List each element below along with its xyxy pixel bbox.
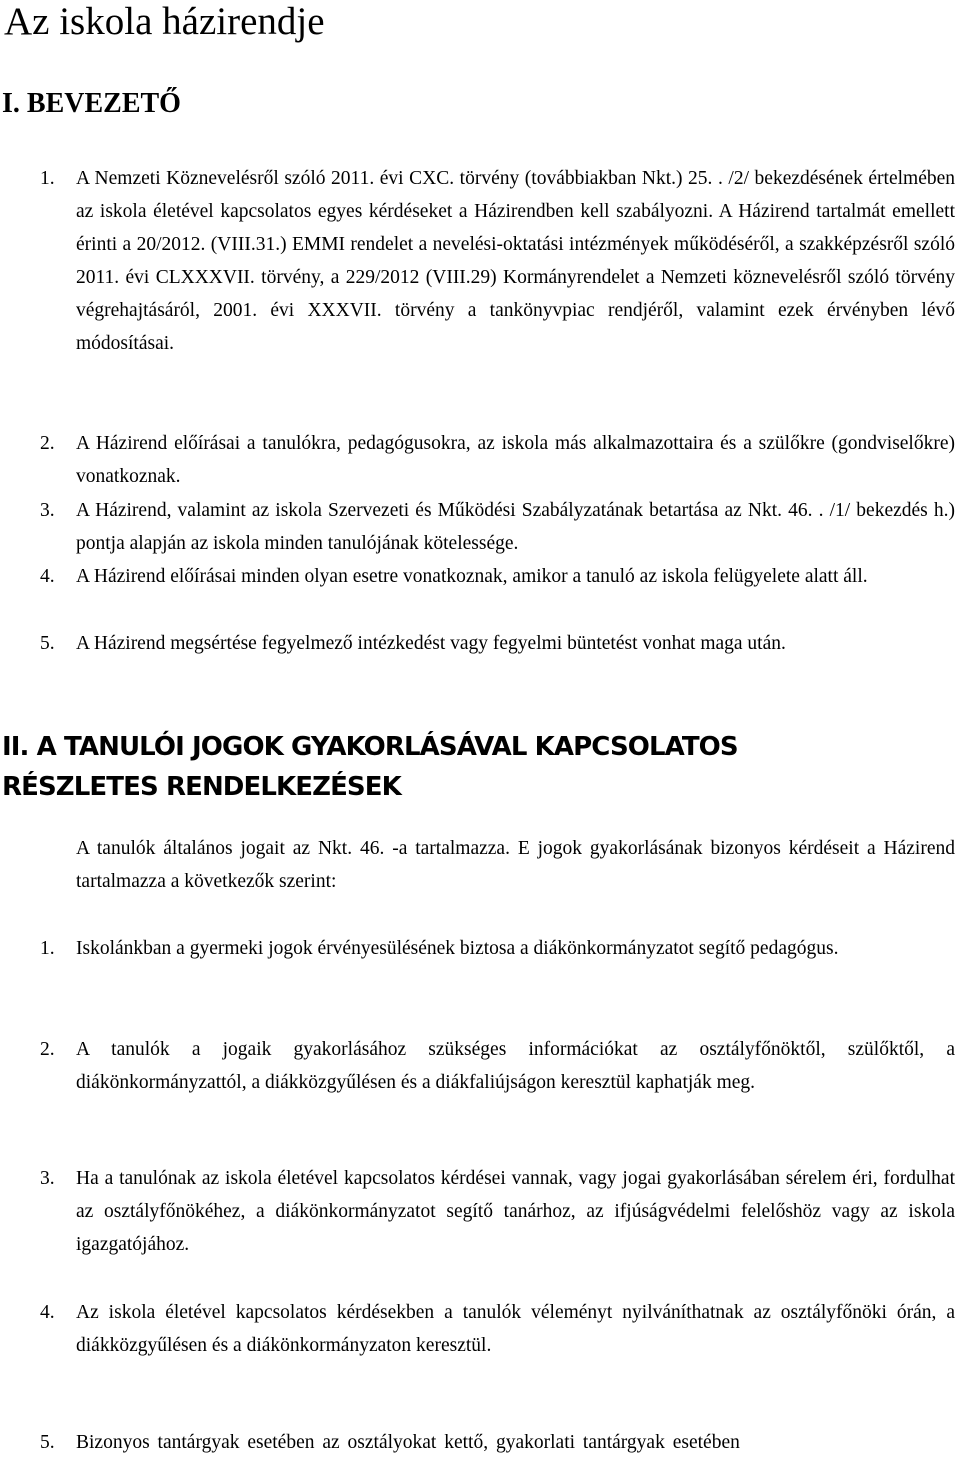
list-item-text: Ha a tanulónak az iskola életével kapcsolatos kérdései vannak, vagy jogai gyakorlásában sérelem éri, fordulhat az osztályfőnökéhez, a diákönkormányzatot segítő tanárhoz, az ifjúságvédelmi felelőshöz vagy az iskola igazgatójához. xyxy=(76,1168,955,1255)
list-item-text: A Házirend előírásai minden olyan esetre vonatkoznak, amikor a tanuló az iskola felügyelete alatt áll. xyxy=(76,566,868,587)
list-item xyxy=(40,627,955,660)
list-item-number: 5. xyxy=(40,1432,55,1453)
list-item-number: 4. xyxy=(40,1302,55,1323)
list-item-number: 3. xyxy=(40,1168,55,1189)
document-title: Az iskola házirendje xyxy=(4,0,325,43)
list-item xyxy=(40,1296,955,1362)
list-item-number: 3. xyxy=(40,500,55,521)
list-item xyxy=(40,494,955,560)
list-item xyxy=(40,162,955,360)
list-item-text: A Házirend megsértése fegyelmező intézkedést vagy fegyelmi büntetést vonhat maga után. xyxy=(76,633,786,654)
list-item xyxy=(40,1033,955,1099)
list-item xyxy=(40,560,955,593)
list-item-number: 4. xyxy=(40,566,55,587)
list-item xyxy=(40,1426,955,1458)
list-item-text: A Házirend előírásai a tanulókra, pedagógusokra, az iskola más alkalmazottaira és a szülőkre (gondviselőkre) vonatkoznak. xyxy=(76,433,955,487)
list-item-number: 1. xyxy=(40,938,55,959)
list-item-number: 2. xyxy=(40,1039,55,1060)
list-item xyxy=(40,1162,955,1261)
list-item-text: Bizonyos tantárgyak esetében az osztályokat kettő, gyakorlati tantárgyak esetében xyxy=(76,1432,740,1453)
list-item-text: A Nemzeti Köznevelésről szóló 2011. évi CXC. törvény (továbbiakban Nkt.) 25. . /2/ bekezdésének értelmében az iskola életével kapcsolatos egyes kérdéseket a Házirendben kell szabályozni. A Házirend tartalmát emellett érinti a 20/2012. (VIII.31.) EMMI rendelet a nevelési-oktatási intézmények működéséről, a szakképzésről szóló 2011. évi CLXXXVII. törvény, a 229/2012 (VIII.29) Kormányrendelet a Nemzeti köznevelésről szóló törvény végrehajtásáról, 2001. évi XXXVII. törvény a tankönyvpiac rendjéről, valamint ezek érvényben lévő módosításai. xyxy=(76,168,955,354)
list-item-number: 5. xyxy=(40,633,55,654)
section-heading-bevezeto: I. BEVEZETŐ xyxy=(2,88,181,119)
list-item xyxy=(40,932,955,965)
list-item-text: A tanulók a jogaik gyakorlásához szükséges információkat az osztályfőnöktől, szülőktől, a diákönkormányzattól, a diákközgyűlésen és a diákfaliújságon keresztül kaphatják meg. xyxy=(76,1039,955,1093)
list-item-number: 2. xyxy=(40,433,55,454)
list-item-text: Az iskola életével kapcsolatos kérdésekben a tanulók véleményt nyilváníthatnak az osztályfőnöki órán, a diákközgyűlésen és a diákönkormányzaton keresztül. xyxy=(76,1302,955,1356)
section-heading-line: II. A TANULÓI JOGOK GYAKORLÁSÁVAL KAPCSOLATOS xyxy=(2,732,738,762)
list-item-text: Iskolánkban a gyermeki jogok érvényesülésének biztosa a diákönkormányzatot segítő pedagógus. xyxy=(76,938,839,959)
list-item-text: A Házirend, valamint az iskola Szervezeti és Működési Szabályzatának betartása az Nkt. 46. . /1/ bekezdés h.) pontja alapján az iskola minden tanulójának kötelessége. xyxy=(76,500,955,554)
list-item xyxy=(40,427,955,493)
section-heading-line: RÉSZLETES RENDELKEZÉSEK xyxy=(2,772,401,802)
list-item-number: 1. xyxy=(40,168,55,189)
intro-paragraph: A tanulók általános jogait az Nkt. 46. -a tartalmazza. E jogok gyakorlásának bizonyos kérdéseit a Házirend tartalmazza a következők szerint: xyxy=(76,838,955,892)
section-heading-tanuloi-jogok xyxy=(2,727,952,807)
